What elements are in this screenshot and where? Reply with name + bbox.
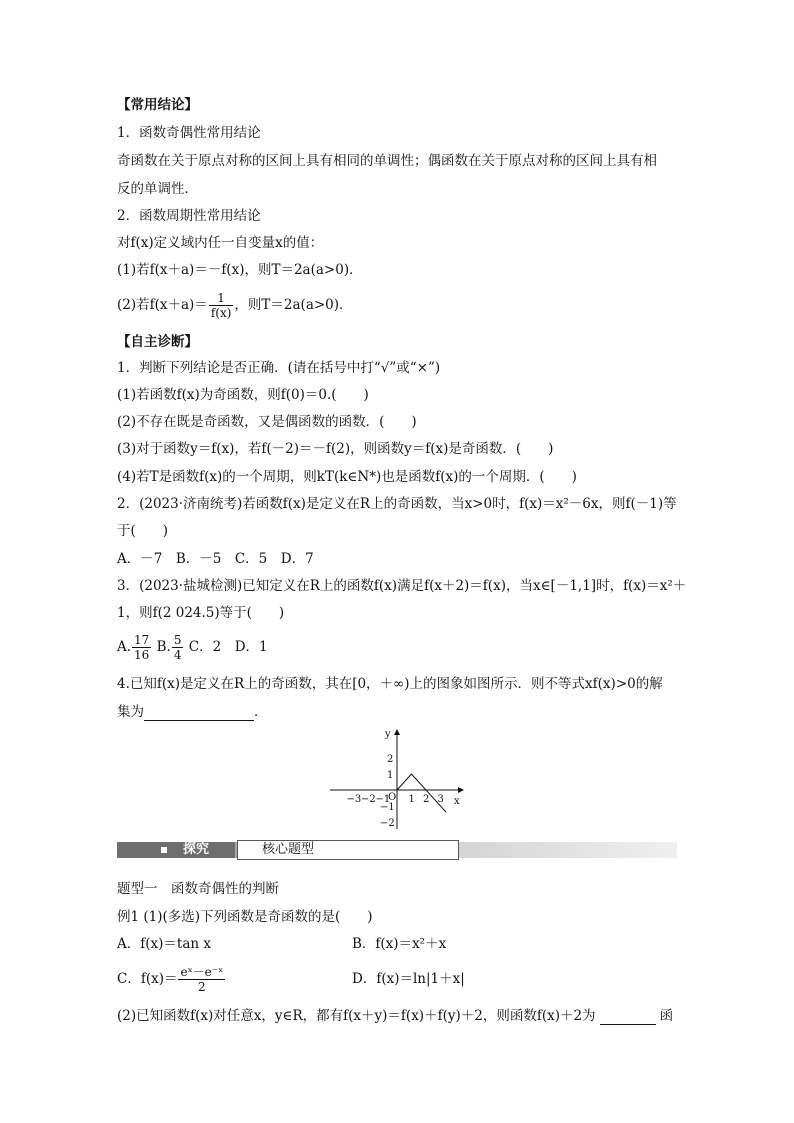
question-2-options: A．－7 B．－5 C．5 D．7 bbox=[117, 551, 314, 567]
option-b-label: B. bbox=[156, 639, 171, 655]
banner-explore-label: 探究 bbox=[183, 842, 210, 857]
question-1: 1．判断下列结论是否正确．(请在括号中打“√”或“×”) bbox=[117, 360, 441, 376]
x-axis-label: x bbox=[454, 796, 460, 807]
x-tick-label: 3 bbox=[437, 794, 444, 805]
question-3-line-1: 3．(2023·盐城检测)已知定义在R上的函数f(x)满足f(x＋2)＝f(x)，当x∈[－1,1]时，f(x)＝x²＋ bbox=[117, 578, 687, 594]
option-a-label: A. bbox=[117, 639, 132, 655]
part-2-text: (2)已知函数f(x)对任意x，y∈R，都有f(x＋y)＝f(x)＋f(y)＋2，则函数f(x)＋2为 bbox=[117, 1008, 596, 1024]
question-2-line-1: 2．(2023·济南统考)若函数f(x)是定义在R上的奇函数，当x>0时，f(x)＝x²－6x，则f(－1)等 bbox=[117, 496, 677, 512]
case-2-suffix: ，则T＝2a(a>0)． bbox=[234, 297, 353, 313]
x-tick-label: −2 bbox=[361, 794, 376, 805]
question-1-part-2: (2)不存在既是奇函数，又是偶函数的函数．( ) bbox=[117, 414, 417, 430]
question-1-part-3: (3)对于函数y＝f(x)，若f(－2)＝－f(2)，则函数y＝f(x)是奇函数．( ) bbox=[117, 441, 554, 457]
example-1: 例1 (1)(多选)下列函数是奇函数的是( ) bbox=[117, 909, 373, 925]
question-3-options bbox=[117, 632, 268, 662]
case-2-fraction bbox=[209, 291, 234, 320]
question-1-part-4: (4)若T是函数f(x)的一个周期，则kT(k∈N*)也是函数f(x)的一个周期．( ) bbox=[117, 469, 577, 485]
option-a-fraction bbox=[132, 633, 151, 662]
x-tick-label: 2 bbox=[423, 794, 430, 805]
option-d: D．f(x)＝ln|1＋x| bbox=[352, 971, 465, 987]
question-3-line-2: 1，则f(2 024.5)等于( ) bbox=[117, 605, 285, 621]
fraction-denominator: 2 bbox=[198, 980, 206, 994]
fraction-denominator: 4 bbox=[173, 648, 182, 662]
banner-explore-tab bbox=[117, 842, 235, 858]
section-banner bbox=[117, 840, 677, 860]
banner-core-types-label: 核心题型 bbox=[262, 842, 315, 857]
case-2-prefix: (2)若f(x＋a)＝ bbox=[117, 297, 208, 313]
fraction-numerator: 5 bbox=[173, 633, 182, 647]
banner-core-types-tab bbox=[237, 840, 459, 860]
type-title: 题型一 函数奇偶性的判断 bbox=[117, 881, 279, 897]
question-4-prefix: 集为 bbox=[117, 704, 144, 720]
option-c bbox=[117, 964, 226, 994]
part-2-suffix: 函 bbox=[659, 1008, 674, 1024]
option-c-fraction bbox=[178, 965, 225, 994]
y-tick-label: −1 bbox=[380, 802, 395, 813]
option-a: A．f(x)＝tan x bbox=[117, 936, 211, 952]
fraction-denominator: f(x) bbox=[210, 306, 232, 320]
conclusion-1-text-line-1: 奇函数在关于原点对称的区间上具有相同的单调性；偶函数在关于原点对称的区间上具有相 bbox=[117, 153, 657, 169]
example-1-part-2 bbox=[117, 1007, 673, 1025]
option-b-fraction bbox=[172, 633, 184, 662]
fraction-denominator: 16 bbox=[134, 648, 150, 662]
conclusions-header: 【常用结论】 bbox=[117, 97, 198, 113]
fraction-numerator: 1 bbox=[209, 291, 234, 306]
question-4-line-1: 4.已知f(x)是定义在R上的奇函数，其在[0，＋∞)上的图象如图所示．则不等式xf(x)>0的解 bbox=[117, 676, 663, 692]
conclusion-1-text-line-2: 反的单调性． bbox=[117, 181, 198, 197]
y-axis-label: y bbox=[385, 729, 391, 740]
conclusion-2-case-1: (1)若f(x＋a)＝－f(x)，则T＝2a(a>0)． bbox=[117, 262, 363, 278]
question-4-suffix: ． bbox=[254, 704, 268, 720]
option-c-prefix: C．f(x)＝ bbox=[117, 971, 178, 987]
conclusion-2-intro: 对f(x)定义域内任一自变量x的值： bbox=[117, 235, 324, 251]
fraction-numerator: eˣ－e⁻ˣ bbox=[180, 965, 224, 979]
function-graph bbox=[325, 727, 470, 832]
option-b: B．f(x)＝x²＋x bbox=[352, 936, 447, 952]
square-bullet-icon bbox=[161, 847, 167, 853]
option-rest: C．2 D．1 bbox=[188, 639, 268, 655]
origin-label: O bbox=[388, 792, 397, 803]
answer-blank[interactable] bbox=[144, 706, 254, 721]
x-tick-label: −3 bbox=[346, 794, 362, 805]
x-tick-label: −1 bbox=[375, 794, 391, 805]
conclusion-2-title: 2．函数周期性常用结论 bbox=[117, 208, 261, 224]
question-4-line-2 bbox=[117, 703, 268, 721]
conclusion-2-case-2 bbox=[117, 290, 353, 320]
x-tick-label: 1 bbox=[408, 794, 415, 805]
question-2-line-2: 于( ) bbox=[117, 523, 169, 539]
conclusion-1-title: 1．函数奇偶性常用结论 bbox=[117, 125, 261, 141]
question-1-part-1: (1)若函数f(x)为奇函数，则f(0)＝0.( ) bbox=[117, 387, 369, 403]
y-tick-label: −2 bbox=[380, 818, 395, 829]
y-tick-label: 1 bbox=[387, 770, 394, 781]
diagnosis-header: 【自主诊断】 bbox=[117, 334, 198, 350]
y-tick-label: 2 bbox=[387, 754, 394, 765]
answer-blank[interactable] bbox=[600, 1010, 656, 1025]
fraction-numerator: 17 bbox=[134, 633, 150, 647]
